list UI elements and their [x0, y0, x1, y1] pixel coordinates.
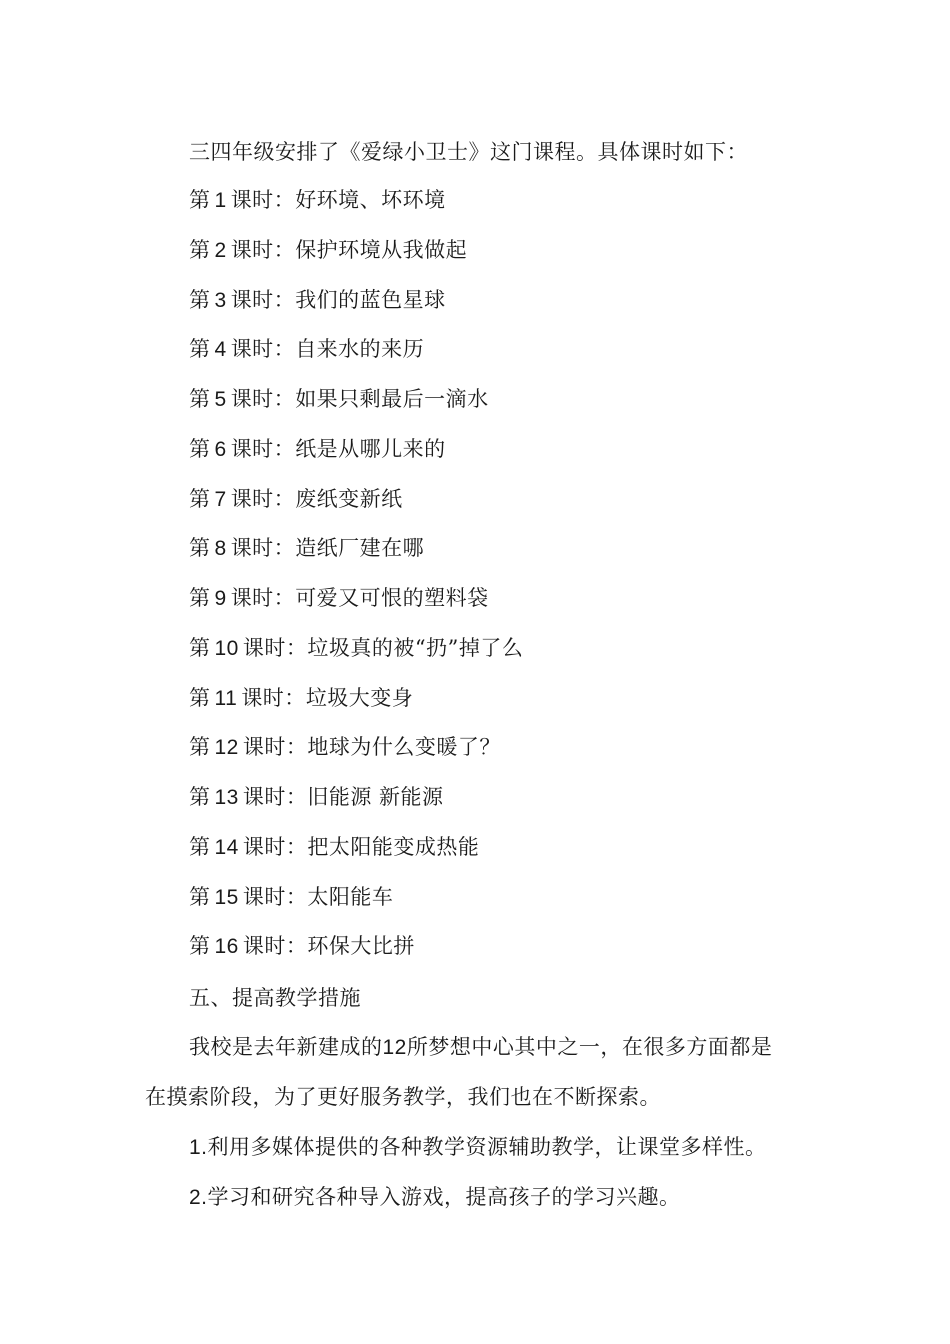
lesson-number: 3	[214, 289, 227, 312]
lesson-suffix: 课时：	[242, 636, 308, 660]
lesson-prefix: 第	[189, 586, 211, 610]
paragraph-line	[189, 1033, 772, 1062]
lesson-number: 16	[214, 935, 239, 958]
lesson-number: 1	[214, 189, 227, 212]
lesson-suffix: 课时：	[242, 785, 308, 809]
lesson-prefix: 第	[189, 735, 211, 759]
lesson-prefix: 第	[189, 885, 211, 909]
lesson-number: 15	[214, 886, 239, 909]
paragraph-text: 我校是去年新建成的	[189, 1035, 383, 1059]
lesson-number: 11	[214, 687, 238, 710]
lesson-suffix: 课时：	[230, 536, 296, 560]
lesson-item	[189, 485, 403, 514]
lesson-suffix: 课时：	[230, 188, 296, 212]
lesson-suffix: 课时：	[242, 885, 308, 909]
lesson-prefix: 第	[189, 337, 211, 361]
lesson-item	[189, 385, 489, 414]
lesson-suffix: 课时：	[230, 586, 296, 610]
paragraph-line: 在摸索阶段，为了更好服务教学，我们也在不断探索。	[145, 1085, 661, 1109]
lesson-prefix: 第	[189, 785, 211, 809]
lesson-title: 可爱又可恨的塑料袋	[295, 586, 489, 610]
lesson-suffix: 课时：	[230, 487, 296, 511]
lesson-item	[189, 534, 424, 563]
lesson-prefix: 第	[189, 536, 211, 560]
lesson-number: 2	[214, 239, 227, 262]
measure-number: 2.	[189, 1186, 208, 1209]
section-heading: 五、提高教学措施	[189, 986, 361, 1010]
lesson-prefix: 第	[189, 835, 211, 859]
lesson-number: 9	[214, 587, 227, 610]
lesson-item	[189, 833, 479, 862]
lesson-item	[189, 932, 415, 961]
lesson-prefix: 第	[189, 288, 211, 312]
lesson-prefix: 第	[189, 387, 211, 411]
lesson-title: 造纸厂建在哪	[295, 536, 425, 560]
lesson-title: 我们的蓝色星球	[295, 288, 446, 312]
lesson-suffix: 课时：	[230, 437, 296, 461]
measure-number: 1.	[189, 1136, 208, 1159]
lesson-suffix: 课时：	[241, 686, 306, 710]
lesson-title: 环保大比拼	[307, 934, 415, 958]
lesson-title: 纸是从哪儿来的	[295, 437, 446, 461]
lesson-title: 自来水的来历	[295, 337, 425, 361]
lesson-title: 废纸变新纸	[295, 487, 403, 511]
measure-text: 利用多媒体提供的各种教学资源辅助教学，让课堂多样性。	[207, 1135, 767, 1159]
lesson-item	[189, 186, 446, 215]
lesson-prefix: 第	[189, 437, 211, 461]
lesson-suffix: 课时：	[230, 238, 296, 262]
lesson-item	[189, 883, 393, 912]
lesson-title: 保护环境从我做起	[295, 238, 468, 262]
lesson-item	[189, 684, 413, 713]
lesson-prefix: 第	[189, 487, 211, 511]
lesson-prefix: 第	[189, 636, 211, 660]
intro-paragraph: 三四年级安排了《爱绿小卫士》这门课程。具体课时如下：	[189, 140, 748, 164]
lesson-item	[189, 733, 501, 762]
lesson-title: 地球为什么变暖了？	[307, 735, 501, 759]
lesson-number: 12	[214, 736, 239, 759]
lesson-prefix: 第	[189, 188, 211, 212]
lesson-item	[189, 286, 446, 315]
lesson-item	[189, 435, 446, 464]
measure-item	[189, 1133, 767, 1162]
lesson-title: 垃圾大变身	[305, 686, 414, 710]
lesson-suffix: 课时：	[230, 337, 296, 361]
lesson-number: 10	[214, 637, 239, 660]
lesson-title: 太阳能车	[307, 885, 394, 909]
lesson-number: 13	[214, 786, 239, 809]
school-count: 12	[382, 1036, 407, 1059]
lesson-number: 5	[214, 388, 227, 411]
lesson-item	[189, 783, 444, 812]
lesson-prefix: 第	[189, 238, 211, 262]
lesson-suffix: 课时：	[242, 735, 308, 759]
lesson-suffix: 课时：	[230, 288, 296, 312]
lesson-item	[189, 634, 523, 663]
lesson-number: 6	[214, 438, 227, 461]
measure-item	[189, 1183, 681, 1212]
measure-text: 学习和研究各种导入游戏，提高孩子的学习兴趣。	[207, 1185, 681, 1209]
lesson-item	[189, 236, 467, 265]
lesson-item	[189, 335, 424, 364]
lesson-number: 7	[214, 488, 227, 511]
lesson-title: 把太阳能变成热能	[307, 835, 480, 859]
lesson-title: 垃圾真的被“扔”掉了么	[307, 636, 524, 660]
lesson-title: 如果只剩最后一滴水	[295, 387, 489, 411]
lesson-item	[189, 584, 489, 613]
lesson-prefix: 第	[189, 686, 211, 710]
lesson-number: 8	[214, 537, 227, 560]
lesson-suffix: 课时：	[242, 934, 308, 958]
lesson-suffix: 课时：	[230, 387, 296, 411]
lesson-number: 4	[214, 338, 227, 361]
paragraph-text: 所梦想中心其中之一，在很多方面都是	[406, 1035, 773, 1059]
lesson-suffix: 课时：	[242, 835, 308, 859]
lesson-number: 14	[214, 836, 239, 859]
lesson-title: 旧能源 新能源	[307, 785, 444, 809]
lesson-title: 好环境、坏环境	[295, 188, 446, 212]
lesson-prefix: 第	[189, 934, 211, 958]
